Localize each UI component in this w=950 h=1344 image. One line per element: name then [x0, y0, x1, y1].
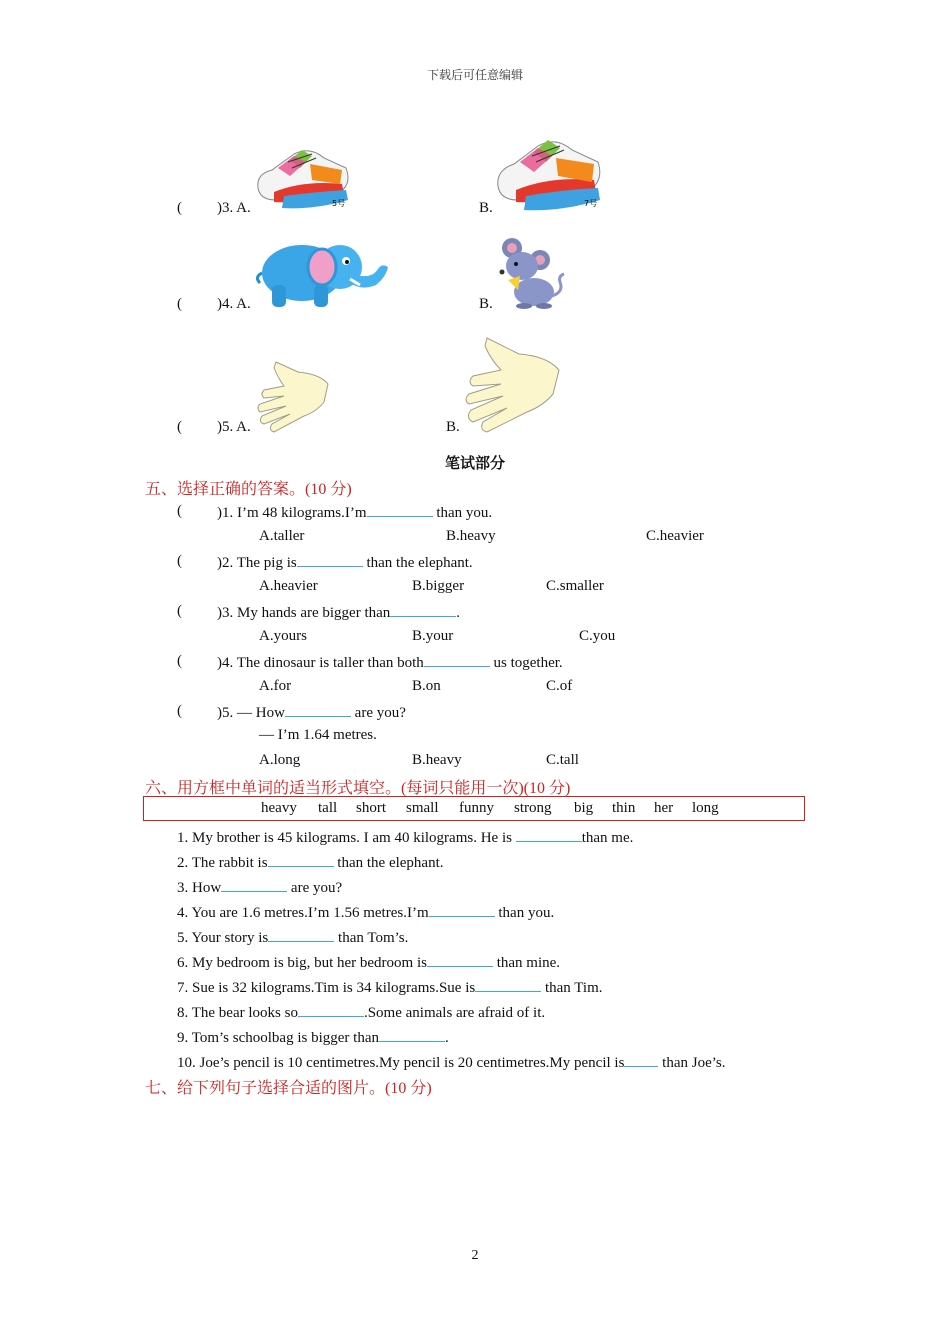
- answer-blank[interactable]: [390, 602, 456, 617]
- small-hand-image: [254, 358, 330, 434]
- shoe-b-size-label: 7号: [584, 199, 598, 208]
- option-a: A.yours: [259, 628, 307, 644]
- answer-blank[interactable]: [298, 1002, 364, 1017]
- fill-sentence-8: 8. The bear looks so .Some animals are afraid of it.: [177, 1002, 545, 1022]
- word-short: short: [356, 800, 386, 816]
- fill-sentence-4: 4. You are 1.6 metres.I’m 1.56 metres.I’m than you.: [177, 902, 554, 922]
- option-b: B.heavy: [446, 528, 496, 544]
- question-4: )4. The dinosaur is taller than both us together.: [217, 652, 563, 672]
- answer-blank[interactable]: [268, 852, 334, 867]
- answer-paren: (: [177, 296, 182, 312]
- answer-paren: (: [177, 553, 182, 569]
- option-c: C.you: [579, 628, 616, 644]
- answer-paren: (: [177, 200, 182, 216]
- word-heavy: heavy: [261, 800, 297, 816]
- answer-paren: (: [177, 419, 182, 435]
- page-number: 2: [471, 1248, 479, 1263]
- option-c: C.smaller: [546, 578, 604, 594]
- fill-sentence-6: 6. My bedroom is big, but her bedroom is than mine.: [177, 952, 560, 972]
- answer-blank[interactable]: [379, 1027, 445, 1042]
- answer-blank[interactable]: [516, 827, 582, 842]
- word-her: her: [654, 800, 674, 816]
- fill-sentence-2: 2. The rabbit is than the elephant.: [177, 852, 444, 872]
- section-5-title: 五、选择正确的答案。(10 分): [145, 481, 352, 498]
- word-thin: thin: [612, 800, 636, 816]
- option-c: C.tall: [546, 752, 579, 768]
- option-a: A.taller: [259, 528, 305, 544]
- section-7-title: 七、给下列句子选择合适的图片。(10 分): [145, 1080, 432, 1097]
- answer-blank[interactable]: [424, 652, 490, 667]
- question-1: )1. I’m 48 kilograms.I’m than you.: [217, 502, 492, 522]
- answer-blank[interactable]: [297, 552, 363, 567]
- word-box: [143, 796, 805, 821]
- section-6-title: 六、用方框中单词的适当形式填空。(每词只能用一次)(10 分): [145, 780, 571, 797]
- answer-blank[interactable]: [475, 977, 541, 992]
- fill-sentence-5: 5. Your story is than Tom’s.: [177, 927, 408, 947]
- shoe-a-size-label: 5号: [332, 199, 346, 208]
- answer-paren: (: [177, 603, 182, 619]
- answer-blank[interactable]: [427, 952, 493, 967]
- answer-blank[interactable]: [285, 702, 351, 717]
- item-4-option-b: B.: [479, 296, 493, 312]
- fill-sentence-1: 1. My brother is 45 kilograms. I am 40 kilograms. He is than me.: [177, 827, 633, 847]
- fill-sentence-9: 9. Tom’s schoolbag is bigger than .: [177, 1027, 449, 1047]
- word-funny: funny: [459, 800, 494, 816]
- question-2: )2. The pig is than the elephant.: [217, 552, 473, 572]
- option-b: B.on: [412, 678, 441, 694]
- page-header: 下载后可任意编辑: [426, 68, 523, 82]
- answer-paren: (: [177, 703, 182, 719]
- answer-blank[interactable]: [268, 927, 334, 942]
- item-5-label: )5. A.: [217, 419, 251, 435]
- shoe-small-image: [254, 140, 354, 212]
- answer-paren: (: [177, 653, 182, 669]
- shoe-large-image: [494, 130, 606, 214]
- option-c: C.of: [546, 678, 573, 694]
- option-a: A.heavier: [259, 578, 318, 594]
- word-tall: tall: [318, 800, 338, 816]
- elephant-image: [254, 233, 394, 311]
- question-5: )5. — How are you?: [217, 702, 406, 722]
- question-5-reply: — I’m 1.64 metres.: [259, 727, 377, 743]
- word-small: small: [406, 800, 439, 816]
- item-5-option-b: B.: [446, 419, 460, 435]
- option-b: B.heavy: [412, 752, 462, 768]
- option-c: C.heavier: [646, 528, 704, 544]
- option-a: A.long: [259, 752, 301, 768]
- word-big: big: [574, 800, 594, 816]
- fill-sentence-7: 7. Sue is 32 kilograms.Tim is 34 kilograms.Sue is than Tim.: [177, 977, 603, 997]
- large-hand-image: [461, 334, 561, 434]
- fill-sentence-3: 3. How are you?: [177, 877, 342, 897]
- item-4-label: )4. A.: [217, 296, 251, 312]
- option-b: B.your: [412, 628, 454, 644]
- answer-blank[interactable]: [624, 1052, 658, 1067]
- item-3-label: )3. A.: [217, 200, 251, 216]
- answer-blank[interactable]: [367, 502, 433, 517]
- written-part-title: 笔试部分: [444, 456, 505, 472]
- mouse-image: [494, 236, 570, 310]
- word-strong: strong: [514, 800, 552, 816]
- option-b: B.bigger: [412, 578, 465, 594]
- answer-blank[interactable]: [221, 877, 287, 892]
- answer-paren: (: [177, 503, 182, 519]
- item-3-option-b: B.: [479, 200, 493, 216]
- option-a: A.for: [259, 678, 292, 694]
- word-long: long: [692, 800, 719, 816]
- question-3: )3. My hands are bigger than .: [217, 602, 460, 622]
- fill-sentence-10: 10. Joe’s pencil is 10 centimetres.My pencil is 20 centimetres.My pencil is than Joe’s.: [177, 1052, 726, 1072]
- answer-blank[interactable]: [429, 902, 495, 917]
